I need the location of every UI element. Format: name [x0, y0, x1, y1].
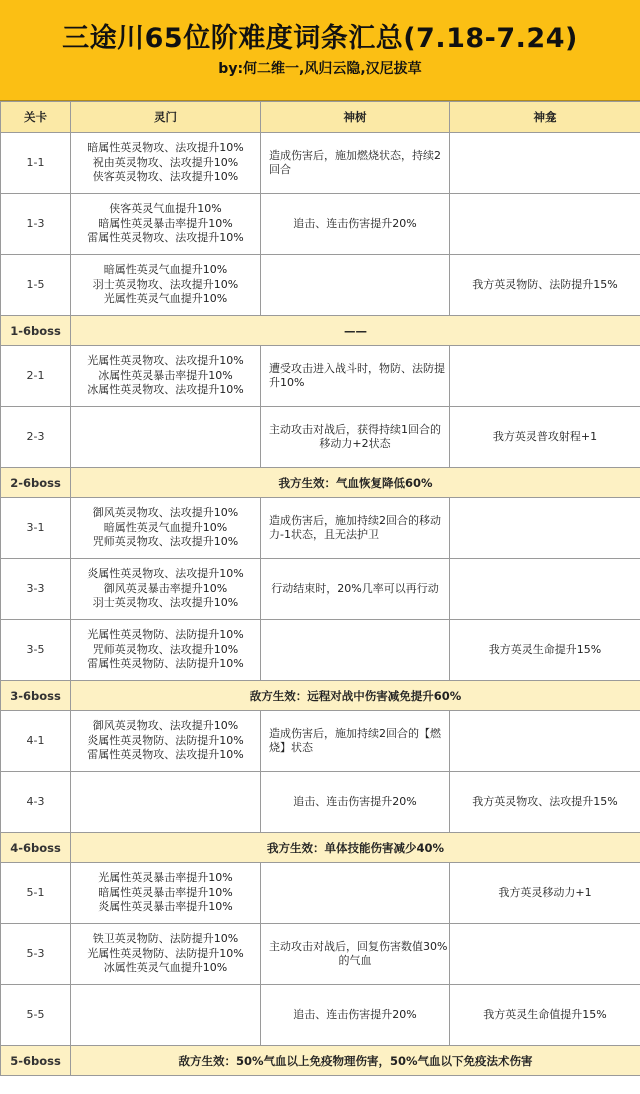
- lingmen-line: 炎属性英灵物防、法防提升10%: [87, 733, 244, 747]
- lingmen-line: 铁卫英灵物防、法防提升10%: [92, 932, 239, 946]
- shenshu-line: 造成伤害后，施加持续2回合的移动: [269, 514, 441, 527]
- stage-cell: 3-1: [1, 498, 71, 559]
- stage-cell: 3-3: [1, 559, 71, 620]
- shenshu-cell: [261, 498, 450, 559]
- lingmen-line: 暗属性英灵气血提升10%: [103, 263, 228, 277]
- table-row: [1, 985, 640, 1046]
- stage-cell: 5-3: [1, 924, 71, 985]
- lingmen-line: 祝由英灵物攻、法攻提升10%: [92, 155, 239, 169]
- table-row: [1, 407, 640, 468]
- shenshu-cell: [261, 924, 450, 985]
- lingmen-line: 暗属性英灵暴击率提升10%: [98, 216, 233, 230]
- stage-cell: 2-6boss: [1, 468, 71, 498]
- lingmen-line: 羽士英灵物攻、法攻提升10%: [92, 596, 239, 610]
- stage-cell: 1-1: [1, 133, 71, 194]
- table-row: [1, 863, 640, 924]
- lingmen-line: 暗属性英灵气血提升10%: [103, 520, 228, 534]
- shenkan-cell: 我方英灵生命提升15%: [450, 620, 640, 681]
- lingmen-cell: [71, 346, 261, 407]
- stage-cell: 5-1: [1, 863, 71, 924]
- table-row: [1, 924, 640, 985]
- table-row: [1, 498, 640, 559]
- lingmen-cell: [71, 133, 261, 194]
- shenkan-cell: 我方英灵生命值提升15%: [450, 985, 640, 1046]
- shenkan-cell: 我方英灵物攻、法攻提升15%: [450, 772, 640, 833]
- boss-row: [1, 468, 640, 498]
- table-row: [1, 133, 640, 194]
- shenkan-cell: [450, 711, 640, 772]
- stage-cell: 3-6boss: [1, 681, 71, 711]
- lingmen-line: 侠客英灵物攻、法攻提升10%: [92, 170, 239, 184]
- boss-effect-cell: ——: [71, 316, 640, 346]
- lingmen-cell: [71, 924, 261, 985]
- table-row: [1, 194, 640, 255]
- stage-cell: 4-3: [1, 772, 71, 833]
- shenshu-line: 主动攻击对战后，回复伤害数值30%: [269, 940, 448, 953]
- stage-cell: 4-6boss: [1, 833, 71, 863]
- lingmen-line: 咒师英灵物攻、法攻提升10%: [92, 535, 239, 549]
- lingmen-line: 暗属性英灵物攻、法攻提升10%: [87, 141, 244, 155]
- shenshu-cell: [261, 985, 450, 1046]
- lingmen-line: 御风英灵物攻、法攻提升10%: [92, 506, 239, 520]
- boss-effect-cell: 我方生效：单体技能伤害减少40%: [71, 833, 640, 863]
- lingmen-line: 冰属性英灵物攻、法攻提升10%: [87, 383, 244, 397]
- lingmen-line: 炎属性英灵暴击率提升10%: [98, 900, 233, 914]
- shenshu-line: 回合: [269, 163, 291, 176]
- page-title: 三途川65位阶难度词条汇总(7.18-7.24): [62, 23, 578, 54]
- boss-row: [1, 833, 640, 863]
- boss-row: [1, 1046, 640, 1076]
- shenkan-cell: 我方英灵普攻射程+1: [450, 407, 640, 468]
- shenshu-cell: [261, 194, 450, 255]
- lingmen-line: 光属性英灵气血提升10%: [103, 292, 228, 306]
- table-row: [1, 559, 640, 620]
- shenshu-cell: [261, 711, 450, 772]
- lingmen-cell: [71, 498, 261, 559]
- stage-cell: 4-1: [1, 711, 71, 772]
- boss-row: [1, 316, 640, 346]
- lingmen-line: 雷属性英灵物防、法防提升10%: [87, 657, 244, 671]
- column-header-stage: 关卡: [1, 102, 71, 133]
- stage-cell: 3-5: [1, 620, 71, 681]
- table-row: [1, 711, 640, 772]
- lingmen-line: 雷属性英灵物攻、法攻提升10%: [87, 231, 244, 245]
- table-row: [1, 346, 640, 407]
- shenshu-line: 造成伤害后，施加燃烧状态，持续2: [269, 149, 441, 162]
- lingmen-cell: [71, 194, 261, 255]
- shenshu-line: 升10%: [269, 376, 305, 389]
- table-row: [1, 255, 640, 316]
- lingmen-line: 光属性英灵物攻、法攻提升10%: [87, 354, 244, 368]
- lingmen-line: 光属性英灵暴击率提升10%: [98, 871, 233, 885]
- lingmen-line: 羽士英灵物攻、法攻提升10%: [92, 277, 239, 291]
- shenshu-cell: [261, 772, 450, 833]
- shenshu-line: 追击、连击伤害提升20%: [293, 1008, 417, 1021]
- shenshu-cell: [261, 863, 450, 924]
- lingmen-cell: [71, 985, 261, 1046]
- stage-cell: 1-5: [1, 255, 71, 316]
- shenkan-cell: [450, 194, 640, 255]
- shenshu-line: 追击、连击伤害提升20%: [293, 217, 417, 230]
- lingmen-cell: [71, 863, 261, 924]
- lingmen-line: 光属性英灵物防、法防提升10%: [87, 628, 244, 642]
- lingmen-line: 侠客英灵气血提升10%: [109, 202, 222, 216]
- shenshu-cell: [261, 133, 450, 194]
- stage-cell: 5-6boss: [1, 1046, 71, 1076]
- shenkan-cell: [450, 498, 640, 559]
- stage-cell: 1-3: [1, 194, 71, 255]
- stage-cell: 2-3: [1, 407, 71, 468]
- lingmen-line: 御风英灵物攻、法攻提升10%: [92, 719, 239, 733]
- shenkan-cell: [450, 133, 640, 194]
- lingmen-line: 御风英灵暴击率提升10%: [103, 581, 228, 595]
- lingmen-cell: [71, 559, 261, 620]
- boss-effect-cell: 我方生效：气血恢复降低60%: [71, 468, 640, 498]
- lingmen-line: 雷属性英灵物攻、法攻提升10%: [87, 748, 244, 762]
- stage-cell: 1-6boss: [1, 316, 71, 346]
- lingmen-line: 光属性英灵物防、法防提升10%: [87, 946, 244, 960]
- shenshu-line: 行动结束时，20%几率可以再行动: [271, 582, 439, 595]
- boss-effect-cell: 敌方生效：50%气血以上免疫物理伤害，50%气血以下免疫法术伤害: [71, 1046, 640, 1076]
- lingmen-line: 冰属性英灵气血提升10%: [103, 961, 228, 975]
- stage-cell: 5-5: [1, 985, 71, 1046]
- lingmen-line: 暗属性英灵暴击率提升10%: [98, 885, 233, 899]
- lingmen-cell: [71, 620, 261, 681]
- column-header-shenshu: 神树: [261, 102, 450, 133]
- lingmen-line: 咒师英灵物攻、法攻提升10%: [92, 642, 239, 656]
- shenshu-line: 遭受攻击进入战斗时，物防、法防提: [269, 362, 445, 375]
- shenkan-cell: [450, 924, 640, 985]
- shenshu-line: 烧】状态: [269, 741, 313, 754]
- table-row: [1, 772, 640, 833]
- boss-row: [1, 681, 640, 711]
- shenshu-line: 力-1状态，且无法护卫: [269, 528, 379, 541]
- shenshu-cell: [261, 255, 450, 316]
- lingmen-cell: [71, 772, 261, 833]
- summary-table: [0, 101, 640, 1076]
- shenshu-cell: [261, 559, 450, 620]
- lingmen-line: 炎属性英灵物攻、法攻提升10%: [87, 567, 244, 581]
- shenkan-cell: [450, 559, 640, 620]
- shenshu-line: 主动攻击对战后，获得持续1回合的: [269, 423, 441, 436]
- shenshu-line: 移动力+2状态: [319, 437, 391, 450]
- column-header-shenkan: 神龛: [450, 102, 640, 133]
- table-header-row: [1, 102, 640, 133]
- lingmen-cell: [71, 711, 261, 772]
- shenshu-line: 造成伤害后，施加持续2回合的【燃: [269, 727, 441, 740]
- lingmen-line: 冰属性英灵暴击率提升10%: [98, 368, 233, 382]
- lingmen-cell: [71, 255, 261, 316]
- page-subtitle: by:何二维一,风归云隐,汉尼拔草: [218, 61, 422, 77]
- shenkan-cell: 我方英灵移动力+1: [450, 863, 640, 924]
- column-header-lingmen: 灵门: [71, 102, 261, 133]
- shenshu-cell: [261, 620, 450, 681]
- shenshu-cell: [261, 346, 450, 407]
- stage-cell: 2-1: [1, 346, 71, 407]
- shenshu-line: 的气血: [338, 954, 372, 967]
- shenshu-cell: [261, 407, 450, 468]
- shenshu-line: 追击、连击伤害提升20%: [293, 795, 417, 808]
- boss-effect-cell: 敌方生效：远程对战中伤害减免提升60%: [71, 681, 640, 711]
- page-header: [0, 0, 640, 101]
- lingmen-cell: [71, 407, 261, 468]
- shenkan-cell: 我方英灵物防、法防提升15%: [450, 255, 640, 316]
- table-row: [1, 620, 640, 681]
- shenkan-cell: [450, 346, 640, 407]
